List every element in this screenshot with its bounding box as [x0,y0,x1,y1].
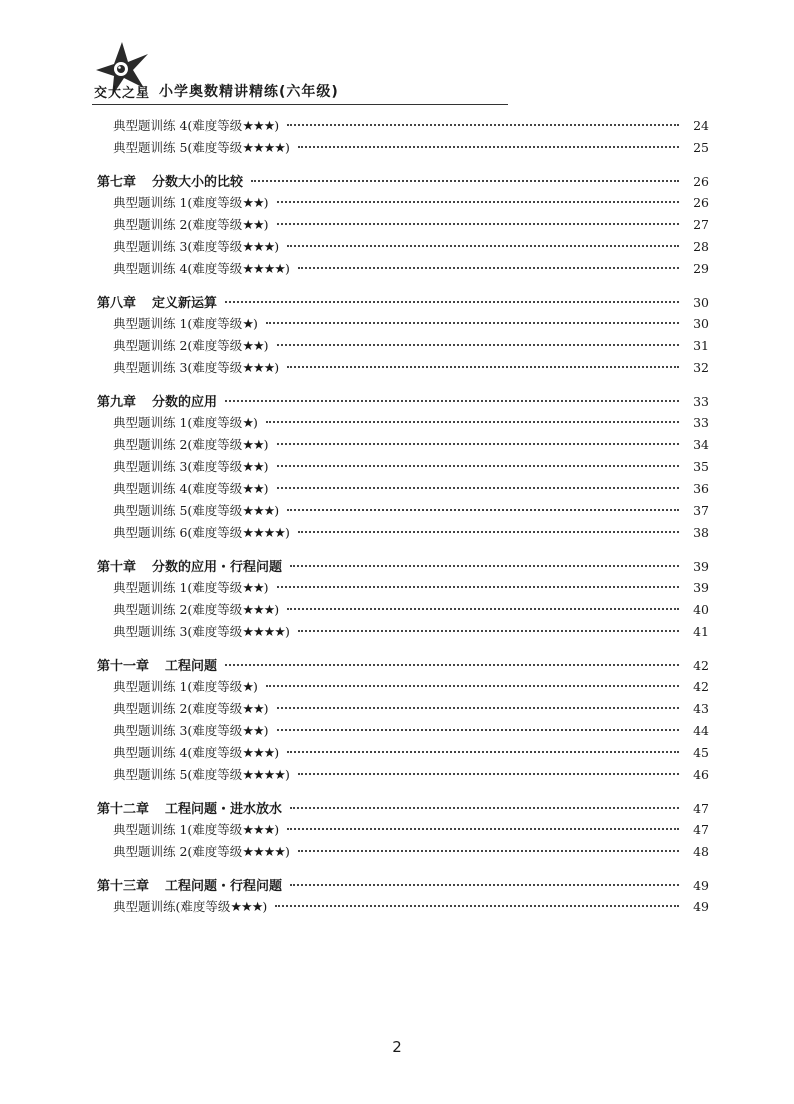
chapter-name: 分数大小的比较 [152,175,244,190]
difficulty-stars-icon: ★★★★ [242,526,285,541]
page-ref: 39 [693,580,709,595]
item-suffix: ) [263,723,269,738]
item-text: 典型题训练 4(难度等级 [113,745,243,760]
dot-leader [298,145,679,148]
dot-leader [290,883,679,886]
dot-leader [251,179,679,182]
difficulty-stars-icon: ★ [242,416,253,431]
chapter-name: 工程问题・行程问题 [165,879,283,894]
toc-item-row[interactable] [97,116,709,138]
toc-chapter-row[interactable] [97,292,709,314]
item-text: 典型题训练 2(难度等级 [113,437,243,452]
item-text: 典型题训练 3(难度等级 [113,723,243,738]
item-suffix: ) [284,261,290,276]
chapter-gap [97,545,709,556]
item-label [97,842,290,860]
toc-item-row[interactable] [97,721,709,743]
difficulty-stars-icon: ★★ [242,724,264,739]
chapter-number: 第八章 [97,296,137,311]
dot-leader [290,806,679,809]
dot-leader [277,486,679,489]
page-ref: 25 [693,140,709,155]
item-label [97,677,258,695]
difficulty-stars-icon: ★★ [242,482,264,497]
difficulty-stars-icon: ★ [242,680,253,695]
dot-leader [277,343,679,346]
dot-leader [287,750,679,753]
toc-item-row[interactable] [97,501,709,523]
difficulty-stars-icon: ★★★ [242,240,275,255]
toc-item-row[interactable] [97,479,709,501]
item-text: 典型题训练 1(难度等级 [113,679,243,694]
item-suffix: ) [263,217,269,232]
page-ref: 26 [693,174,709,189]
item-suffix: ) [252,415,258,430]
page-ref: 48 [693,844,709,859]
toc-item-row[interactable] [97,435,709,457]
item-suffix: ) [274,360,280,375]
toc-chapter-row[interactable] [97,655,709,677]
item-suffix: ) [274,602,280,617]
page-ref: 37 [693,503,709,518]
item-suffix: ) [284,767,290,782]
difficulty-stars-icon: ★ [242,317,253,332]
toc-item-row[interactable] [97,523,709,545]
dot-leader [266,684,679,687]
dot-leader [287,508,679,511]
dot-leader [277,706,679,709]
toc-item-row[interactable] [97,820,709,842]
page-ref: 38 [693,525,709,540]
dot-leader [266,321,679,324]
page-ref: 47 [693,801,709,816]
item-label [97,501,279,519]
item-suffix: ) [263,701,269,716]
item-text: 典型题训练 2(难度等级 [113,844,243,859]
chapter-title [97,391,217,410]
header-rule [92,104,508,105]
item-text: 典型题训练 4(难度等级 [113,481,243,496]
item-suffix: ) [284,624,290,639]
item-text: 典型题训练 1(难度等级 [113,415,243,430]
item-label [97,116,279,134]
chapter-name: 分数的应用・行程问题 [152,560,283,575]
page-ref: 45 [693,745,709,760]
dot-leader [290,564,679,567]
page-ref: 33 [693,415,709,430]
difficulty-stars-icon: ★★ [242,339,264,354]
page-ref: 24 [693,118,709,133]
chapter-gap [97,644,709,655]
toc-item-row[interactable] [97,314,709,336]
item-text: 典型题训练 1(难度等级 [113,580,243,595]
difficulty-stars-icon: ★★ [242,581,264,596]
difficulty-stars-icon: ★★★ [242,823,275,838]
page-ref: 42 [693,679,709,694]
item-suffix: ) [274,745,280,760]
page-ref: 31 [693,338,709,353]
item-label [97,699,269,717]
dot-leader [298,629,679,632]
item-label [97,523,290,541]
toc-item-row[interactable] [97,193,709,215]
item-label [97,622,290,640]
toc-item-row[interactable] [97,215,709,237]
item-text: 典型题训练 2(难度等级 [113,701,243,716]
difficulty-stars-icon: ★★★★ [242,262,285,277]
toc-item-row[interactable] [97,842,709,864]
page-ref: 29 [693,261,709,276]
chapter-gap [97,281,709,292]
book-title: 小学奥数精讲精练(六年级) [159,84,339,100]
item-suffix: ) [263,437,269,452]
dot-leader [277,464,679,467]
item-label [97,215,269,233]
chapter-gap [97,787,709,798]
difficulty-stars-icon: ★★★★ [242,141,285,156]
page-ref: 32 [693,360,709,375]
toc-item-row[interactable] [97,699,709,721]
difficulty-stars-icon: ★★★ [242,603,275,618]
item-label [97,314,258,332]
page-ref: 28 [693,239,709,254]
page-ref: 49 [693,878,709,893]
item-text: 典型题训练 1(难度等级 [113,195,243,210]
difficulty-stars-icon: ★★ [242,460,264,475]
page-ref: 30 [693,316,709,331]
toc-item-row[interactable] [97,336,709,358]
item-suffix: ) [252,679,258,694]
item-label [97,897,267,915]
chapter-title [97,292,217,311]
item-label [97,457,269,475]
item-suffix: ) [263,338,269,353]
page-ref: 41 [693,624,709,639]
dot-leader [287,365,679,368]
difficulty-stars-icon: ★★★ [230,900,263,915]
item-text: 典型题训练 6(难度等级 [113,525,243,540]
item-text: 典型题训练 3(难度等级 [113,624,243,639]
item-suffix: ) [274,503,280,518]
page-ref: 33 [693,394,709,409]
item-suffix: ) [263,580,269,595]
difficulty-stars-icon: ★★★ [242,504,275,519]
chapter-gap [97,380,709,391]
dot-leader [277,200,679,203]
chapter-number: 第十三章 [97,879,150,894]
table-of-contents [97,116,709,919]
toc-item-row[interactable] [97,743,709,765]
chapter-gap [97,864,709,875]
item-text: 典型题训练(难度等级 [113,899,231,914]
chapter-number: 第十章 [97,560,137,575]
chapter-title [97,655,217,674]
item-label [97,336,269,354]
page-number: 2 [392,1038,402,1056]
item-label [97,578,269,596]
page-ref: 30 [693,295,709,310]
dot-leader [266,420,679,423]
dot-leader [225,399,679,402]
page-ref: 36 [693,481,709,496]
dot-leader [287,827,679,830]
page-ref: 34 [693,437,709,452]
item-suffix: ) [263,481,269,496]
item-text: 典型题训练 3(难度等级 [113,459,243,474]
toc-item-row[interactable] [97,138,709,160]
toc-item-row[interactable] [97,622,709,644]
chapter-title [97,875,282,894]
toc-item-row[interactable] [97,677,709,699]
item-text: 典型题训练 4(难度等级 [113,118,243,133]
page-ref: 44 [693,723,709,738]
toc-item-row[interactable] [97,600,709,622]
item-text: 典型题训练 4(难度等级 [113,261,243,276]
dot-leader [298,849,679,852]
item-suffix: ) [263,459,269,474]
chapter-number: 第十二章 [97,802,150,817]
item-text: 典型题训练 5(难度等级 [113,503,243,518]
toc-chapter-row[interactable] [97,171,709,193]
dot-leader [225,663,679,666]
page-ref: 47 [693,822,709,837]
item-text: 典型题训练 3(难度等级 [113,360,243,375]
dot-leader [298,772,679,775]
item-label [97,743,279,761]
page-header [92,40,508,106]
item-text: 典型题训练 5(难度等级 [113,767,243,782]
item-suffix: ) [262,899,268,914]
toc-item-row[interactable] [97,237,709,259]
item-label [97,259,290,277]
difficulty-stars-icon: ★★★ [242,119,275,134]
dot-leader [275,904,679,907]
page-ref: 46 [693,767,709,782]
item-suffix: ) [252,316,258,331]
item-label [97,358,279,376]
chapter-name: 分数的应用 [152,395,218,410]
chapter-title [97,798,282,817]
chapter-number: 第十一章 [97,659,150,674]
item-suffix: ) [263,195,269,210]
toc-chapter-row[interactable] [97,391,709,413]
dot-leader [277,442,679,445]
chapter-name: 工程问题 [165,659,218,674]
item-text: 典型题训练 1(难度等级 [113,822,243,837]
item-label [97,237,279,255]
item-suffix: ) [274,239,280,254]
difficulty-stars-icon: ★★★ [242,746,275,761]
dot-leader [277,585,679,588]
difficulty-stars-icon: ★★★★ [242,845,285,860]
item-text: 典型题训练 2(难度等级 [113,217,243,232]
dot-leader [298,530,679,533]
toc-item-row[interactable] [97,259,709,281]
toc-chapter-row[interactable] [97,798,709,820]
item-suffix: ) [284,844,290,859]
item-label [97,765,290,783]
chapter-gap [97,160,709,171]
item-text: 典型题训练 2(难度等级 [113,338,243,353]
chapter-title [97,556,282,575]
toc-item-row[interactable] [97,358,709,380]
chapter-number: 第七章 [97,175,137,190]
dot-leader [287,607,679,610]
toc-item-row[interactable] [97,765,709,787]
chapter-name: 定义新运算 [152,296,218,311]
brand-logotype: 交大之星 [94,86,151,101]
difficulty-stars-icon: ★★★★ [242,768,285,783]
dot-leader [225,300,679,303]
item-text: 典型题训练 2(难度等级 [113,602,243,617]
chapter-name: 工程问题・进水放水 [165,802,283,817]
item-text: 典型题训练 1(难度等级 [113,316,243,331]
toc-item-row[interactable] [97,897,709,919]
item-label [97,721,269,739]
page-ref: 26 [693,195,709,210]
item-label [97,600,279,618]
item-suffix: ) [284,525,290,540]
item-suffix: ) [274,822,280,837]
dot-leader [277,222,679,225]
difficulty-stars-icon: ★★★ [242,361,275,376]
dot-leader [298,266,679,269]
item-suffix: ) [274,118,280,133]
item-label [97,413,258,431]
page-ref: 35 [693,459,709,474]
page-ref: 42 [693,658,709,673]
page-ref: 40 [693,602,709,617]
item-label [97,820,279,838]
item-text: 典型题训练 3(难度等级 [113,239,243,254]
page-ref: 49 [693,899,709,914]
toc-chapter-row[interactable] [97,875,709,897]
page-ref: 27 [693,217,709,232]
difficulty-stars-icon: ★★ [242,218,264,233]
dot-leader [277,728,679,731]
page-ref: 39 [693,559,709,574]
item-label [97,193,269,211]
page-ref: 43 [693,701,709,716]
toc-chapter-row[interactable] [97,556,709,578]
dot-leader [287,123,679,126]
dot-leader [287,244,679,247]
difficulty-stars-icon: ★★ [242,438,264,453]
difficulty-stars-icon: ★★ [242,196,264,211]
item-suffix: ) [284,140,290,155]
chapter-title [97,171,243,190]
item-text: 典型题训练 5(难度等级 [113,140,243,155]
toc-item-row[interactable] [97,413,709,435]
chapter-number: 第九章 [97,395,137,410]
difficulty-stars-icon: ★★ [242,702,264,717]
item-label [97,479,269,497]
difficulty-stars-icon: ★★★★ [242,625,285,640]
toc-item-row[interactable] [97,457,709,479]
item-label [97,435,269,453]
item-label [97,138,290,156]
toc-item-row[interactable] [97,578,709,600]
